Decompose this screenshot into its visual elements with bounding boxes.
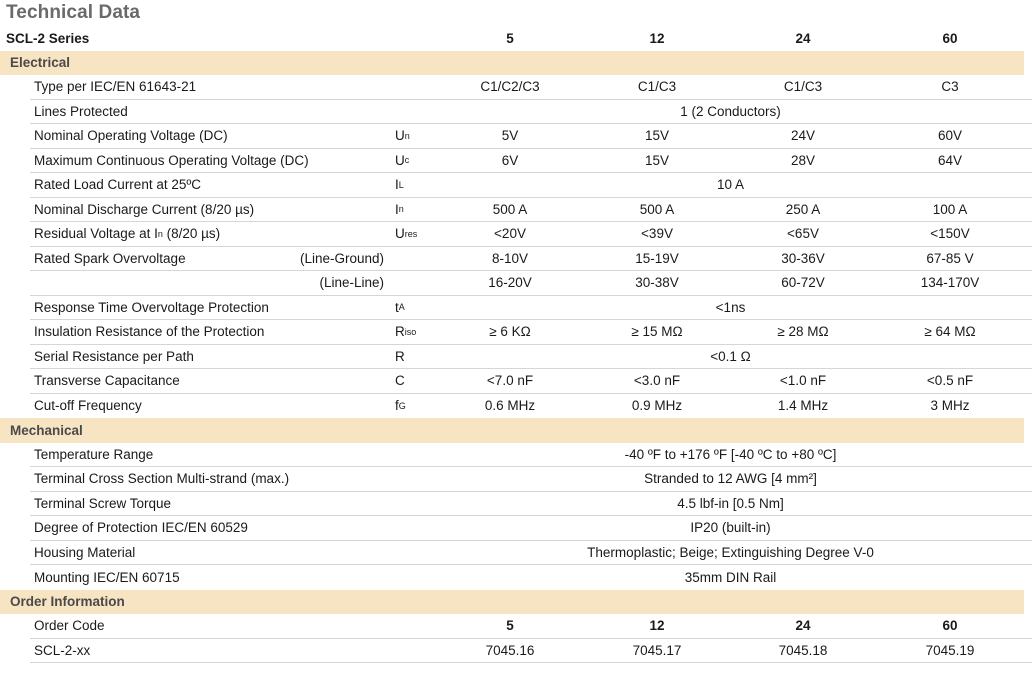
table-row-torque — [0, 492, 1032, 517]
row-label: Type per IEC/EN 61643-21 — [34, 79, 197, 95]
cell-value: <0.1 Ω — [710, 348, 751, 364]
symbol-letter: I — [395, 201, 399, 217]
row-label: Lines Protected — [34, 103, 128, 119]
section-title: Mechanical — [10, 422, 83, 438]
cell-value: 134-170V — [920, 275, 980, 291]
cell-value: 7045.17 — [632, 642, 682, 658]
row-symbol — [395, 124, 410, 148]
cell-value: IP20 (built-in) — [690, 520, 771, 536]
cell-value: 10 A — [716, 177, 745, 193]
row-label: Nominal Operating Voltage (DC) — [34, 128, 228, 144]
table-row-load-current — [0, 173, 1032, 198]
cell-value: 100 A — [932, 201, 968, 217]
symbol-letter: U — [395, 152, 405, 168]
row-label: Housing Material — [34, 544, 136, 560]
cell-value: ≥ 15 MΩ — [631, 324, 683, 340]
row-label: Rated Spark Overvoltage — [34, 250, 186, 266]
cell-value: 5V — [501, 128, 519, 144]
cell-value: 15-19V — [635, 250, 679, 266]
symbol-subscript: iso — [404, 326, 417, 337]
row-symbol: R — [395, 348, 405, 364]
row-symbol: C — [395, 373, 405, 389]
symbol-subscript: G — [398, 400, 406, 411]
cell-value: <65V — [787, 226, 819, 242]
symbol-subscript: n — [398, 204, 404, 215]
table-row-spark-line-ground — [0, 247, 1032, 272]
table-row-housing — [0, 541, 1032, 566]
symbol-letter: f — [395, 398, 399, 414]
column-header-60: 60 — [942, 30, 958, 46]
row-symbol — [395, 296, 405, 320]
cell-value: <150V — [930, 226, 970, 242]
table-row-residual-voltage — [0, 222, 1032, 247]
cell-value: C1/C3 — [783, 79, 823, 95]
section-order-information — [0, 590, 1024, 615]
column-header-12: 12 — [649, 30, 665, 46]
cell-value: 60-72V — [781, 275, 825, 291]
table-row-response-time — [0, 296, 1032, 321]
table-row-cutoff-frequency — [0, 394, 1032, 419]
cell-value: 16-20V — [488, 275, 532, 291]
cell-value: 64V — [937, 152, 963, 168]
row-label: Serial Resistance per Path — [34, 348, 194, 364]
cell-value: 0.6 MHz — [484, 398, 536, 414]
cell-value: 250 A — [785, 201, 821, 217]
cell-value: 30-38V — [635, 275, 679, 291]
row-label: Nominal Discharge Current (8/20 µs) — [34, 201, 255, 217]
table-row-max-voltage — [0, 149, 1032, 174]
table-row-type — [0, 75, 1032, 100]
cell-value: <39V — [641, 226, 673, 242]
cell-value: <7.0 nF — [486, 373, 534, 389]
cell-value: 7045.18 — [778, 642, 828, 658]
row-symbol — [395, 149, 409, 173]
table-row-order-code — [0, 614, 1032, 639]
cell-value: 1 (2 Conductors) — [680, 103, 781, 119]
row-symbol — [395, 173, 404, 197]
row-sublabel: (Line-Ground) — [299, 250, 384, 266]
cell-value: 67-85 V — [926, 250, 974, 266]
row-symbol — [395, 222, 417, 246]
symbol-subscript: A — [398, 302, 405, 313]
table-row-serial-resistance — [0, 345, 1032, 370]
page-title: Technical Data — [6, 2, 141, 23]
row-label: Temperature Range — [34, 446, 154, 462]
row-label — [34, 222, 220, 246]
cell-value: 24V — [790, 128, 816, 144]
symbol-letter: t — [395, 299, 399, 315]
table-row-nominal-voltage — [0, 124, 1032, 149]
row-label: Maximum Continuous Operating Voltage (DC) — [34, 152, 309, 168]
symbol-letter: U — [395, 128, 405, 144]
row-label: Cut-off Frequency — [34, 398, 142, 414]
cell-value: 28V — [790, 152, 816, 168]
row-label: Terminal Screw Torque — [34, 495, 172, 511]
cell-value: 7045.16 — [485, 642, 535, 658]
cell-value: <1ns — [715, 299, 746, 315]
cell-value: 24 — [795, 618, 811, 634]
row-label: Insulation Resistance of the Protection — [34, 324, 265, 340]
cell-value: 7045.19 — [925, 642, 975, 658]
cell-value: 5 — [506, 618, 514, 634]
row-label: Response Time Overvoltage Protection — [34, 299, 269, 315]
row-label: Transverse Capacitance — [34, 373, 180, 389]
cell-value: 3 MHz — [930, 398, 970, 414]
column-header-24: 24 — [795, 30, 811, 46]
row-symbol — [395, 394, 406, 419]
cell-value: 6V — [501, 152, 519, 168]
cell-value: 35mm DIN Rail — [684, 569, 777, 585]
cell-value: Stranded to 12 AWG [4 mm²] — [644, 471, 817, 487]
row-sublabel: (Line-Line) — [319, 275, 384, 291]
cell-value: Thermoplastic; Beige; Extinguishing Degree V-0 — [587, 544, 874, 560]
row-label: SCL-2-xx — [34, 642, 91, 658]
symbol-subscript: L — [398, 179, 404, 190]
cell-value: C1/C3 — [637, 79, 677, 95]
cell-value: 500 A — [639, 201, 675, 217]
table-row-discharge-current — [0, 198, 1032, 223]
table-row-cross-section — [0, 467, 1032, 492]
symbol-subscript: n — [404, 130, 410, 141]
cell-value: 12 — [649, 618, 665, 634]
cell-value: 60V — [937, 128, 963, 144]
row-label: Degree of Protection IEC/EN 60529 — [34, 520, 248, 536]
table-row-capacitance — [0, 369, 1032, 394]
cell-value: 1.4 MHz — [777, 398, 829, 414]
row-symbol — [395, 320, 416, 344]
cell-value: 60 — [942, 618, 958, 634]
cell-value: C3 — [941, 79, 959, 95]
cell-value: ≥ 64 MΩ — [924, 324, 976, 340]
series-name: SCL-2 Series — [6, 30, 90, 46]
cell-value: 500 A — [492, 201, 528, 217]
table-row-lines-protected — [0, 100, 1032, 125]
table-row-part-numbers — [0, 639, 1032, 664]
cell-value: 15V — [644, 128, 670, 144]
technical-data-table — [0, 26, 1032, 663]
table-row-protection-degree — [0, 516, 1032, 541]
cell-value: <20V — [494, 226, 526, 242]
cell-value: 4.5 lbf-in [0.5 Nm] — [677, 495, 784, 511]
cell-value: 15V — [644, 152, 670, 168]
cell-value: ≥ 6 KΩ — [489, 324, 531, 340]
cell-value: C1/C2/C3 — [480, 79, 540, 95]
row-symbol — [395, 198, 404, 222]
section-title: Electrical — [10, 55, 71, 71]
row-label: Mounting IEC/EN 60715 — [34, 569, 180, 585]
symbol-subscript: c — [404, 155, 410, 166]
row-label: Rated Load Current at 25ºC — [34, 177, 202, 193]
cell-value: 0.9 MHz — [631, 398, 683, 414]
table-row-spark-line-line — [0, 271, 1032, 296]
cell-value: <3.0 nF — [633, 373, 681, 389]
symbol-letter: U — [395, 226, 405, 242]
table-row-temperature — [0, 443, 1032, 468]
label-subscript: n — [157, 228, 163, 239]
column-header-5: 5 — [506, 30, 514, 46]
symbol-letter: I — [395, 177, 399, 193]
cell-value: 8-10V — [491, 250, 529, 266]
symbol-letter: R — [395, 324, 405, 340]
label-text: Residual Voltage at I — [34, 226, 158, 242]
series-header-row — [0, 26, 1032, 51]
cell-value: <1.0 nF — [779, 373, 827, 389]
symbol-subscript: res — [404, 228, 418, 239]
table-row-mounting — [0, 565, 1032, 590]
cell-value: 30-36V — [781, 250, 825, 266]
cell-value: ≥ 28 MΩ — [777, 324, 829, 340]
cell-value: <0.5 nF — [926, 373, 974, 389]
section-mechanical — [0, 418, 1024, 443]
cell-value: -40 ºF to +176 ºF [-40 ºC to +80 ºC] — [624, 446, 837, 462]
label-text: (8/20 µs) — [162, 226, 221, 242]
table-row-insulation-resistance — [0, 320, 1032, 345]
row-label: Order Code — [34, 618, 105, 634]
section-electrical — [0, 51, 1024, 76]
row-label: Terminal Cross Section Multi-strand (max.) — [34, 471, 290, 487]
section-title: Order Information — [10, 594, 125, 610]
